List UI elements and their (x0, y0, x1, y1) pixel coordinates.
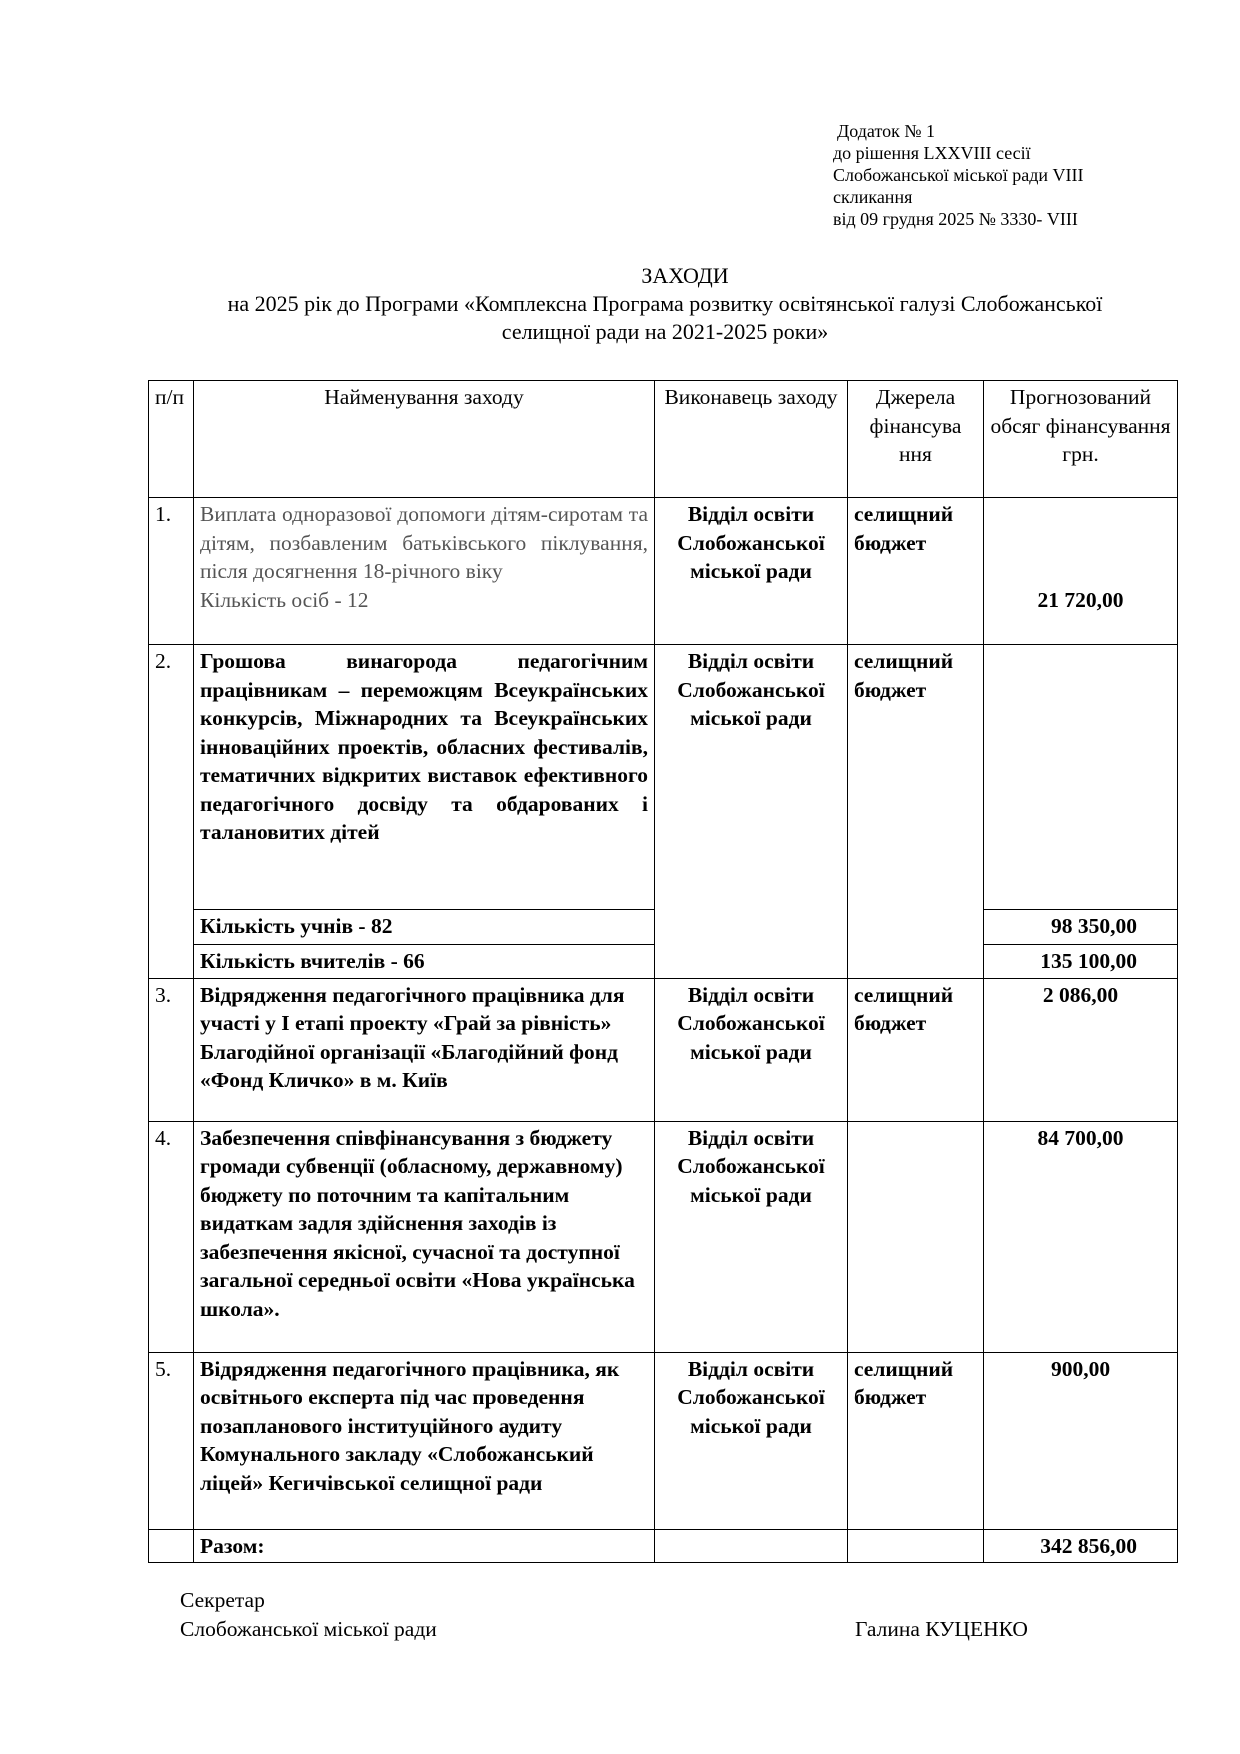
amount: 84 700,00 (984, 1121, 1178, 1352)
sub-label: Кількість учнів - 82 (194, 910, 655, 945)
table-row (149, 645, 1178, 910)
table-row (149, 1352, 1178, 1529)
signature-name: Галина КУЦЕНКО (855, 1617, 1028, 1641)
header-cell: Прогнозований обсяг фінансування грн. (984, 381, 1178, 498)
row-number: 2. (149, 645, 194, 979)
executor: Відділ освіти Слобожанської міської ради (655, 1121, 848, 1352)
empty-cell (655, 1529, 848, 1563)
measure-name: Відрядження педагогічного працівника для участі у І етапі проекту «Грай за рівність» Благодійної організації «Благодійний фонд «Фонд Кличко» в м. Київ (194, 978, 655, 1121)
measure-name: Грошова винагорода педагогічним працівникам – переможцям Всеукраїнських конкурсів, Міжнародних та Всеукраїнських інноваційних проектів, обласних фестивалів, тематичних відкритих виставок ефективного педагогічного досвіду та обдарованих і талановитих дітей (194, 645, 655, 910)
measures-table (148, 380, 1178, 1563)
funding-source: селищний бюджет (848, 1352, 984, 1529)
row-number: 4. (149, 1121, 194, 1352)
measure-name: Забезпечення співфінансування з бюджету громади субвенції (обласному, державному) бюджету по поточним та капітальним видаткам задля здійснення заходів із забезпечення якісної, сучасної та доступної загальної середньої освіти «Нова українська школа». (194, 1121, 655, 1352)
signature-position-line: Секретар (180, 1588, 265, 1612)
document-title (150, 262, 1180, 346)
measure-name: Виплата одноразової допомоги дітям-сиротам та дітям, позбавленим батьківського піклування, після досягнення 18-річного віку (200, 502, 648, 583)
header-cell: Виконавець заходу (655, 381, 848, 498)
amount: 98 350,00 (984, 910, 1178, 945)
total-label: Разом: (194, 1529, 655, 1563)
row-number: 5. (149, 1352, 194, 1529)
table-row (149, 978, 1178, 1121)
amount: 21 720,00 (984, 498, 1178, 645)
header-cell: Джерела фінансува ння (848, 381, 984, 498)
executor: Відділ освіти Слобожанської міської ради (655, 978, 848, 1121)
row-number: 3. (149, 978, 194, 1121)
annex-block (833, 120, 1083, 230)
title-heading: ЗАХОДИ (641, 263, 729, 288)
signature-position (180, 1586, 437, 1644)
table-header-row (149, 381, 1178, 498)
table-row (149, 498, 1178, 645)
executor: Відділ освіти Слобожанської міської ради (655, 645, 848, 979)
annex-line: від 09 грудня 2025 № 3330- VIII (833, 209, 1078, 229)
annex-line: Слобожанської міської ради VIII (833, 165, 1084, 185)
amount-empty (984, 645, 1178, 910)
amount: 2 086,00 (984, 978, 1178, 1121)
annex-line: до рішення LXXVIII сесії (833, 143, 1031, 163)
amount: 900,00 (984, 1352, 1178, 1529)
signature-position-line: Слобожанської міської ради (180, 1617, 437, 1641)
total-row (149, 1529, 1178, 1563)
row-number: 1. (149, 498, 194, 645)
annex-line: Додаток № 1 (837, 121, 935, 141)
amount: 135 100,00 (984, 945, 1178, 979)
empty-cell (848, 1529, 984, 1563)
empty-cell (149, 1529, 194, 1563)
funding-source: селищний бюджет (848, 498, 984, 645)
funding-source (848, 1121, 984, 1352)
funding-source: селищний бюджет (848, 978, 984, 1121)
measure-extra: Кількість осіб - 12 (200, 587, 369, 612)
funding-source: селищний бюджет (848, 645, 984, 979)
executor: Відділ освіти Слобожанської міської ради (655, 1352, 848, 1529)
header-cell: п/п (149, 381, 194, 498)
total-amount: 342 856,00 (984, 1529, 1178, 1563)
measure-name: Відрядження педагогічного працівника, як освітнього експерта під час проведення позапланового інституційного аудиту Комунального закладу «Слобожанський ліцей» Кегичівської селищної ради (194, 1352, 655, 1529)
sub-label: Кількість вчителів - 66 (194, 945, 655, 979)
title-line: селищної ради на 2021-2025 роки» (501, 319, 829, 344)
title-line: на 2025 рік до Програми «Комплексна Програма розвитку освітянської галузі Слобожанської (227, 291, 1103, 316)
annex-line: скликання (833, 187, 913, 207)
table-row (149, 1121, 1178, 1352)
header-cell: Найменування заходу (194, 381, 655, 498)
executor: Відділ освіти Слобожанської міської ради (655, 498, 848, 645)
